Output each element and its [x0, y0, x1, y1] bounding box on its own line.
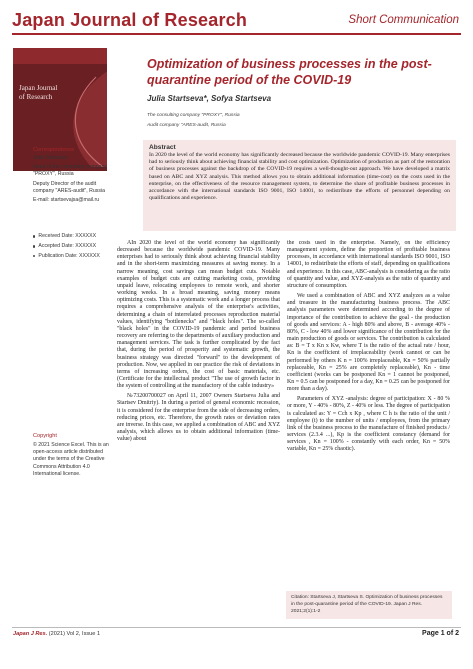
abstract-text: In 2020 the level of the world economy has significantly decreased because the worldwide pandemic COVID-19. Many enterprises had to seriously think about achieving financial stability and cost optimization. Optimization of production as part of the restoration of business processes against the backdrop of the COVID-19 requires a well-thought-out approach. We have developed a matrix based on ABC and XYZ analysis. This method allows you to obtain additional information (time-cost) on the costs used in the enterprise, on the effectiveness of the resource management system, to determine the share of profitable business processes in accordance with the international standards ISO 9001, ISO 14001, to redistribute the efforts of personnel depending on qualifications and experience.	[149, 152, 450, 202]
article-dates	[33, 233, 113, 262]
accepted-date-text: Accepted Date: XXXXXX	[38, 242, 97, 249]
body-paragraph: №73200700027 on April 11, 2007 Owners Startseva Julia and Startsev Dmitriy). In during a period of general economic recession, it is considered for the enterprise from the side of decreasing orders, reducing prices, etc. Therefore, the growth rates or deviation rates are inverse. In this case, we applied a combination of ABC and XYZ analysis, which allows us to obtain additional information (time-value) about	[117, 393, 280, 443]
footer-rule	[12, 627, 461, 628]
correspondence-role-2: Deputy Director of the audit company "ARES-audit", Russia	[33, 180, 106, 194]
bullet-icon	[33, 235, 35, 237]
body-paragraph: AIn 2020 the level of the world economy has significantly decreased because the worldwide pandemic COVID-19. Many enterprises had to seriously think about achieving financial stability and in the short-term maximizing measures at saving money. In a narrow meaning, cost savings can mean budget cuts. Notable examples of budget cuts are cutting marketing costs, providing unpaid leave, relocating employees to remote work, and shorter working weeks. In a broad meaning, saving money means optimizing costs. This is a systematic work and a longer process that requires a comprehensive analysis of the enterprise's activities, determining a chain of interrelated processes reproduction material values, identifying "bottlenecks" and "black holes". The so-called "black holes" in the COVID-19 pandemic and period business recovery are referring to the departments of auxiliary production and management services. The task is further complicated by the fact that, during the period of prosperity and systematic growth, the business strategy was directed "forward" to the development of production. Now, we applied in our practice the risk of deviations in terms of increasing orders, the cost of basic materials, etc. (Certificate for the intellectual product "The use of growth factor in the system of controlling at the manufactory of the cable industry»	[117, 240, 280, 390]
footer-journal-info	[13, 631, 100, 637]
correspondence-block	[33, 155, 113, 204]
header-rule	[12, 33, 461, 35]
cover-title	[19, 84, 79, 102]
publication-date-text: Publication Date: XXXXXX	[38, 252, 100, 259]
body-paragraph: the costs used in the enterprise. Namely, on the efficiency management system, define the proportion of profitable business processes, in accordance with international standards ISO 9001, ISO 14001, to redistribute the efforts of staff, depending on qualifications and experience. In this case, ABC-analysis is considering as the ratio of quantity and value, and XYZ-analysis as the ratio of quantity and structure of consumption.	[287, 240, 450, 289]
affiliation-1: The consulting company "PROXY", Russia	[147, 113, 240, 118]
correspondence-email[interactable]: E-mail: startsevajsa@mail.ru	[33, 197, 100, 204]
correspondence-role-1: Head of the consulting company "PROXY", Russia	[33, 164, 108, 178]
copyright-text: © 2021 Science Excel. This is an open-access article distributed under the terms of the Creative Commons Attribution 4.0 International license.	[33, 442, 109, 477]
accepted-date	[33, 243, 113, 250]
body-paragraph: We used a combination of ABC and XYZ analyzes as a value and treasure in the manufacturing business process. The ABC analysis parameters were determined according to the degree of importance of the contribution to achieve the goal - the production of goods and services: A - high 80% and above, B - average 40% - 80%, C - low 40% and lower significance of the contribution for the main production of goods or services. The contribution is calculated as: B = T x Kn x Kw, where T is the ratio of the actual rate / hour, Kn is the coefficient of irreplaceability (work cannot or can be performed by others K n = 100% irreplaceable, Kn = 50% partially replaceable, Kn = 25% are completely replaceable), Kn - time coefficient (works can be postponed Kn = 1 cannot be postponed, Kn = 0.5 can be postponed for a day, Kn = 0.25 can be postponed for more than a day).	[287, 293, 450, 393]
article-authors: Julia Startseva*, Sofya Startseva	[147, 94, 272, 103]
body-column-left	[117, 240, 280, 584]
journal-name: Japan Journal of Research	[12, 10, 248, 30]
article-title: Optimization of business processes in the post-quarantine period of the COVID-19	[147, 57, 432, 87]
affiliation-2: Audit company "ARES-audit, Russia	[147, 123, 226, 128]
abstract-title: Abstract	[149, 144, 176, 151]
cover-title-line1: Japan Journal	[19, 84, 58, 92]
correspondence-title: Correspondence	[33, 147, 75, 153]
body-paragraph: Parameters of XYZ -analysis: degree of participation: X - 80 % or more, Y - 40% - 80%, Z - 40% or less. The degree of participation is calculated as: Y = Cch x Kp , where C h is the ratio of the unit / employee (t) to the number of units / employees, from the primary link of the business process to the manufacture of finished products / services (2.3.4 ...), Kp is the coefficient constancy (demand for services , Kn = 100% - constantly with each order, Kn = 50% variable, Kn = 25% chaotic).	[287, 396, 450, 453]
abstract-box	[143, 140, 456, 231]
copyright-title: Copyright	[33, 433, 57, 439]
cover-band	[13, 48, 107, 64]
footer-journal-name: Japan J Res.	[13, 631, 48, 637]
article-type: Short Communication	[348, 14, 459, 26]
bullet-icon	[33, 255, 35, 257]
correspondence-name: Julia Startseva	[33, 155, 68, 161]
publication-date	[33, 253, 113, 260]
body-column-right	[287, 240, 450, 566]
received-date	[33, 233, 113, 240]
footer-issue: (2021) Vol 2, Issue 1	[47, 631, 101, 637]
citation-box: Citation: Startseva J, Startseva S. Optimization of business processes in the post-quarantine period of the COVID-19. Japan J Res. 2021;2(1):1-2	[286, 591, 452, 619]
received-date-text: Received Date: XXXXXX	[38, 233, 97, 239]
cover-title-line2: of Research	[19, 93, 53, 101]
page-number: Page 1 of 2	[422, 630, 459, 637]
bullet-icon	[33, 245, 35, 247]
